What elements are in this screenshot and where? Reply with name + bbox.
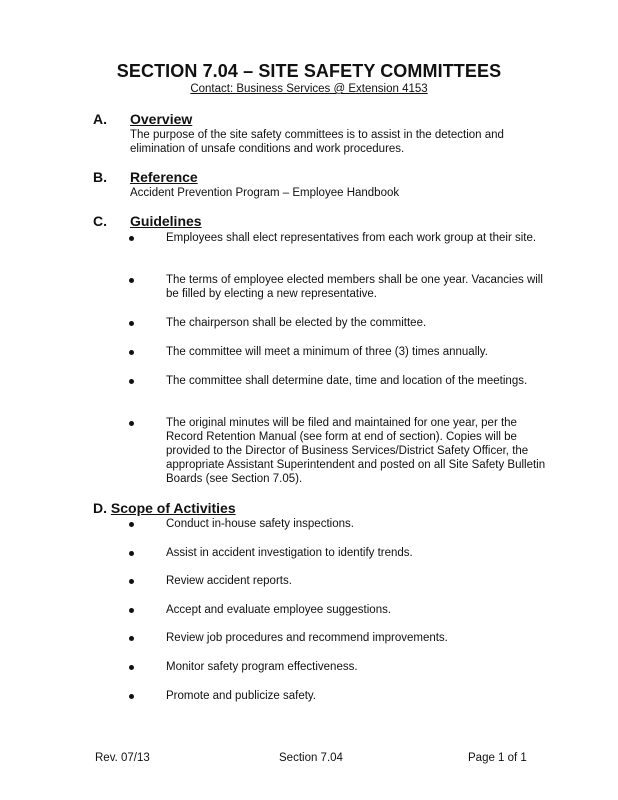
bullet-dot <box>129 551 134 556</box>
list-item: Review job procedures and recommend improvements. <box>166 632 448 644</box>
bullet-dot <box>129 421 134 426</box>
section-a-text: The purpose of the site safety committees is to assist in the detection and elimination of unsafe conditions and work procedures. <box>130 129 504 155</box>
bullet-dot <box>129 278 134 283</box>
footer-revision: Rev. 07/13 <box>95 752 150 764</box>
list-item: The committee shall determine date, time and location of the meetings. <box>166 375 528 387</box>
bullet-dot <box>129 350 134 355</box>
bullet-dot <box>129 236 134 241</box>
list-item: The committee will meet a minimum of three (3) times annually. <box>166 346 488 358</box>
section-d-heading: Scope of Activities <box>110 500 236 516</box>
list-item: Conduct in-house safety inspections. <box>166 518 354 530</box>
bullet-dot <box>129 694 134 699</box>
section-c-heading: Guidelines <box>130 213 202 229</box>
section-c-letter: C. <box>93 213 107 229</box>
bullet-dot <box>129 579 134 584</box>
bullet-dot <box>129 608 134 613</box>
list-item: The chairperson shall be elected by the committee. <box>166 317 427 329</box>
footer-page-number: Page 1 of 1 <box>468 752 527 764</box>
bullet-dot <box>129 636 134 641</box>
list-item: Promote and publicize safety. <box>166 690 317 702</box>
section-b-heading: Reference <box>130 169 198 185</box>
page-title: SECTION 7.04 – SITE SAFETY COMMITTEES <box>116 61 502 81</box>
section-d-heading-row <box>93 500 236 516</box>
section-a-letter: A. <box>93 111 107 127</box>
bullet-dot <box>129 321 134 326</box>
list-item: Accept and evaluate employee suggestions. <box>166 604 392 616</box>
section-b-text: Accident Prevention Program – Employee Handbook <box>130 187 400 199</box>
bullet-dot <box>129 379 134 384</box>
list-item: Employees shall elect representatives from each work group at their site. <box>166 232 537 244</box>
footer-section: Section 7.04 <box>279 752 343 764</box>
list-item: Review accident reports. <box>166 575 292 587</box>
list-item: Assist in accident investigation to identify trends. <box>166 547 413 559</box>
section-b-letter: B. <box>93 169 107 185</box>
bullet-dot <box>129 522 134 527</box>
section-a-heading: Overview <box>130 111 193 127</box>
section-d-letter: D. <box>93 500 107 516</box>
bullet-dot <box>129 665 134 670</box>
list-item: The terms of employee elected members shall be one year. Vacancies will be filled by electing a new representative. <box>166 274 543 300</box>
list-item: Monitor safety program effectiveness. <box>166 661 358 673</box>
contact-line: Contact: Business Services @ Extension 4153 <box>190 83 428 95</box>
list-item: The original minutes will be filed and maintained for one year, per the Record Retention Manual (see form at end of section). Copies will be provided to the Director of Business Services/District Safety Officer, the appropriate Assistant Superintendent and posted on all Site Safety Bulletin Boards (see Section 7.05). <box>166 417 546 485</box>
